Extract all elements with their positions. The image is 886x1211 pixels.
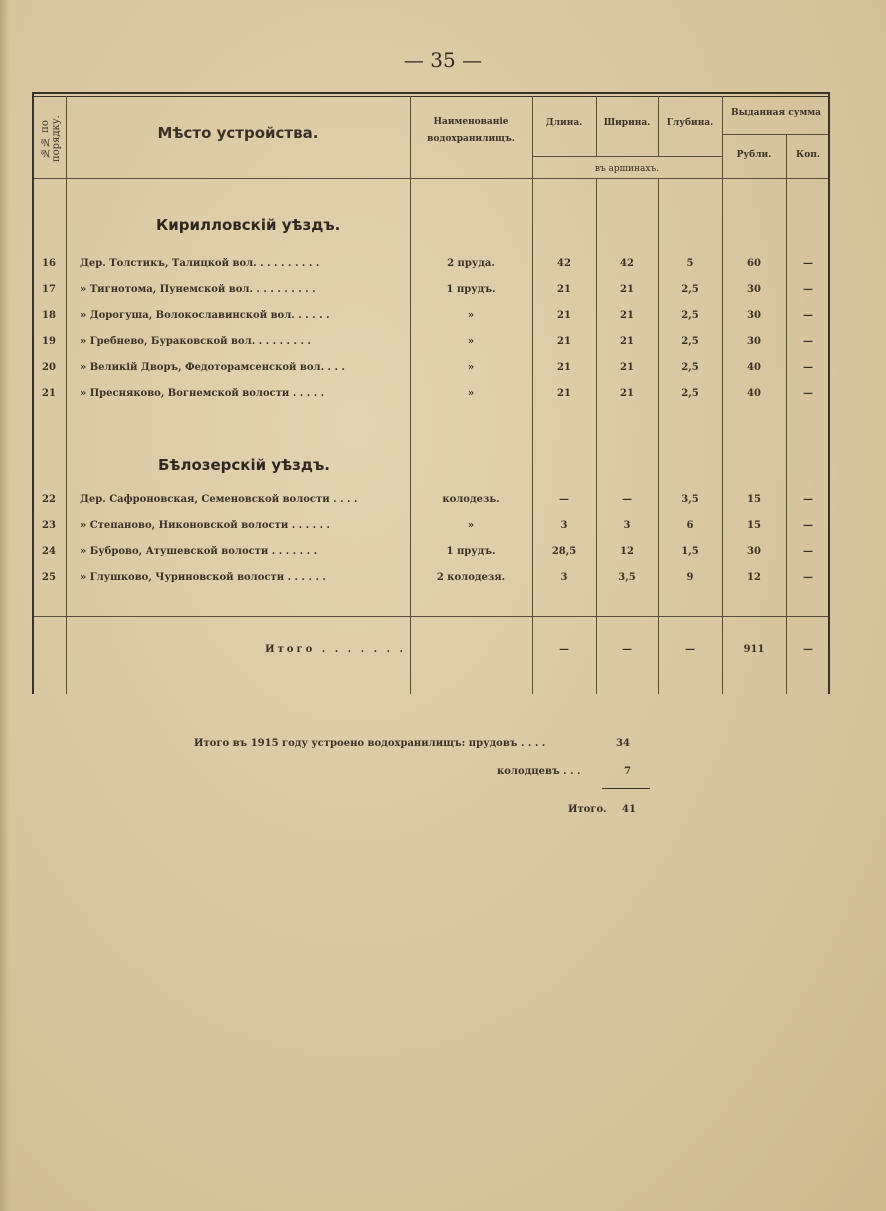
header-reservoir-name: Наименованіе водохранилищъ. (427, 117, 515, 144)
total-rubles: 911 (743, 644, 765, 655)
row-reservoir: » (467, 336, 475, 347)
header-issued-sum: Выданная сумма (731, 108, 821, 118)
row-place: Дер. Толстикъ, Талицкой вол. . . . . . . . . . (80, 258, 320, 269)
row-kopecks: — (803, 572, 813, 583)
col-divider-width (658, 178, 659, 694)
table-row (32, 572, 830, 590)
header-width: Ширина. (603, 118, 651, 128)
row-depth: 2,5 (681, 284, 699, 295)
row-rubles: 60 (747, 258, 761, 269)
page-number: — 35 — (403, 48, 483, 72)
row-width: 12 (620, 546, 634, 557)
header-number: №№ по порядку. (40, 115, 62, 163)
row-length: 3 (560, 520, 568, 531)
total-length: — (559, 644, 569, 655)
row-rubles: 15 (747, 494, 761, 505)
row-number: 21 (42, 388, 56, 399)
row-number: 17 (42, 284, 56, 295)
row-place: » Буброво, Атушевской волости . . . . . . . (80, 546, 318, 557)
header-kopecks: Коп. (796, 150, 820, 160)
table-row (32, 284, 830, 302)
row-place: » Степаново, Никоновской волости . . . . . . (80, 520, 331, 531)
row-kopecks: — (803, 520, 813, 531)
row-number: 25 (42, 572, 56, 583)
row-depth: 1,5 (681, 546, 699, 557)
row-depth: 2,5 (681, 336, 699, 347)
row-number: 16 (42, 258, 56, 269)
row-length: 21 (557, 336, 571, 347)
row-width: 21 (620, 362, 634, 373)
row-rubles: 40 (747, 362, 761, 373)
row-place: » Тигнотома, Пунемской вол. . . . . . . . . . (80, 284, 316, 295)
row-depth: 3,5 (681, 494, 699, 505)
header-units-note: въ аршинахъ. (594, 164, 660, 174)
table-row (32, 258, 830, 276)
row-place: » Дорогуша, Волокославинской вол. . . . . . (80, 310, 330, 321)
row-reservoir: 2 колодезя. (436, 572, 506, 583)
row-number: 20 (42, 362, 56, 373)
row-kopecks: — (803, 546, 813, 557)
row-number: 18 (42, 310, 56, 321)
row-depth: 6 (686, 520, 694, 531)
row-place: » Глушково, Чуриновской волости . . . . . . (80, 572, 326, 583)
row-number: 19 (42, 336, 56, 347)
row-width: 21 (620, 388, 634, 399)
summary-total-label: Итого. (568, 804, 607, 815)
summary-ponds-value: 34 (616, 738, 630, 749)
sum-subheader-rule (722, 134, 830, 135)
row-depth: 2,5 (681, 388, 699, 399)
row-length: 42 (557, 258, 571, 269)
row-place: » Великій Дворъ, Федоторамсенской вол. . . . (80, 362, 345, 373)
summary-ponds-label: Итого въ 1915 году устроено водохранилищъ: прудовъ . . . . (194, 738, 546, 749)
data-table (32, 92, 830, 694)
row-width: 3,5 (618, 572, 636, 583)
row-place: » Гребнево, Бураковской вол. . . . . . . . . (80, 336, 311, 347)
table-row (32, 310, 830, 328)
row-length: 21 (557, 284, 571, 295)
section-title-belozersk: Бѣлозерскій уѣздъ. (158, 456, 330, 474)
row-reservoir: 1 прудъ. (446, 284, 496, 295)
table-top-rule (32, 92, 830, 94)
row-rubles: 15 (747, 520, 761, 531)
row-width: 21 (620, 336, 634, 347)
table-row (32, 362, 830, 380)
row-length: 3 (560, 572, 568, 583)
row-reservoir: » (467, 520, 475, 531)
row-length: 21 (557, 310, 571, 321)
units-subheader-rule (532, 156, 722, 157)
table-row (32, 336, 830, 354)
total-row (32, 644, 830, 662)
table-row (32, 520, 830, 538)
row-kopecks: — (803, 258, 813, 269)
table-row (32, 388, 830, 406)
row-length: 21 (557, 388, 571, 399)
row-place: » Пресняково, Вогнемской волости . . . . . (80, 388, 325, 399)
row-kopecks: — (803, 336, 813, 347)
row-kopecks: — (803, 310, 813, 321)
row-reservoir: » (467, 362, 475, 373)
header-place: Мѣсто устройства. (157, 124, 319, 142)
row-rubles: 30 (747, 546, 761, 557)
row-depth: 2,5 (681, 362, 699, 373)
section-title-kirillov: Кирилловскій уѣздъ. (156, 216, 341, 234)
row-kopecks: — (803, 494, 813, 505)
page-edge-shadow (0, 0, 10, 1211)
table-top-rule-thin (32, 96, 830, 97)
row-rubles: 30 (747, 284, 761, 295)
row-reservoir: » (467, 388, 475, 399)
row-width: 21 (620, 284, 634, 295)
row-number: 22 (42, 494, 56, 505)
summary-total-value: 41 (622, 804, 636, 815)
row-reservoir: 2 пруда. (447, 258, 495, 269)
row-depth: 5 (686, 258, 694, 269)
header-length: Длина. (545, 118, 583, 128)
total-kopecks: — (803, 644, 813, 655)
row-kopecks: — (803, 284, 813, 295)
row-depth: 2,5 (681, 310, 699, 321)
row-rubles: 12 (747, 572, 761, 583)
row-width: 42 (620, 258, 634, 269)
header-bottom-rule (32, 178, 830, 179)
row-rubles: 30 (747, 336, 761, 347)
row-length: — (559, 494, 569, 505)
table-row (32, 494, 830, 512)
row-width: 21 (620, 310, 634, 321)
row-reservoir: 1 прудъ. (446, 546, 496, 557)
table-row (32, 546, 830, 564)
summary-wells-label: колодцевъ . . . (497, 766, 581, 777)
row-kopecks: — (803, 388, 813, 399)
col-divider-rubles (786, 134, 787, 694)
total-separator-rule (32, 616, 830, 617)
row-kopecks: — (803, 362, 813, 373)
row-reservoir: » (467, 310, 475, 321)
total-width: — (622, 644, 632, 655)
summary-underline (602, 788, 650, 789)
row-rubles: 30 (747, 310, 761, 321)
total-label: Итого . . . . . . . (265, 644, 406, 655)
total-depth: — (685, 644, 695, 655)
row-place: Дер. Сафроновская, Семеновской волости . . . . (80, 494, 358, 505)
header-depth: Глубина. (666, 118, 714, 128)
row-number: 23 (42, 520, 56, 531)
row-length: 28,5 (551, 546, 577, 557)
header-rubles: Рубли. (736, 150, 772, 160)
row-length: 21 (557, 362, 571, 373)
col-divider-length (596, 178, 597, 694)
row-width: 3 (623, 520, 631, 531)
row-rubles: 40 (747, 388, 761, 399)
summary-wells-value: 7 (624, 766, 631, 777)
row-depth: 9 (686, 572, 694, 583)
row-reservoir: колодезь. (442, 494, 500, 505)
row-width: — (622, 494, 632, 505)
row-number: 24 (42, 546, 56, 557)
